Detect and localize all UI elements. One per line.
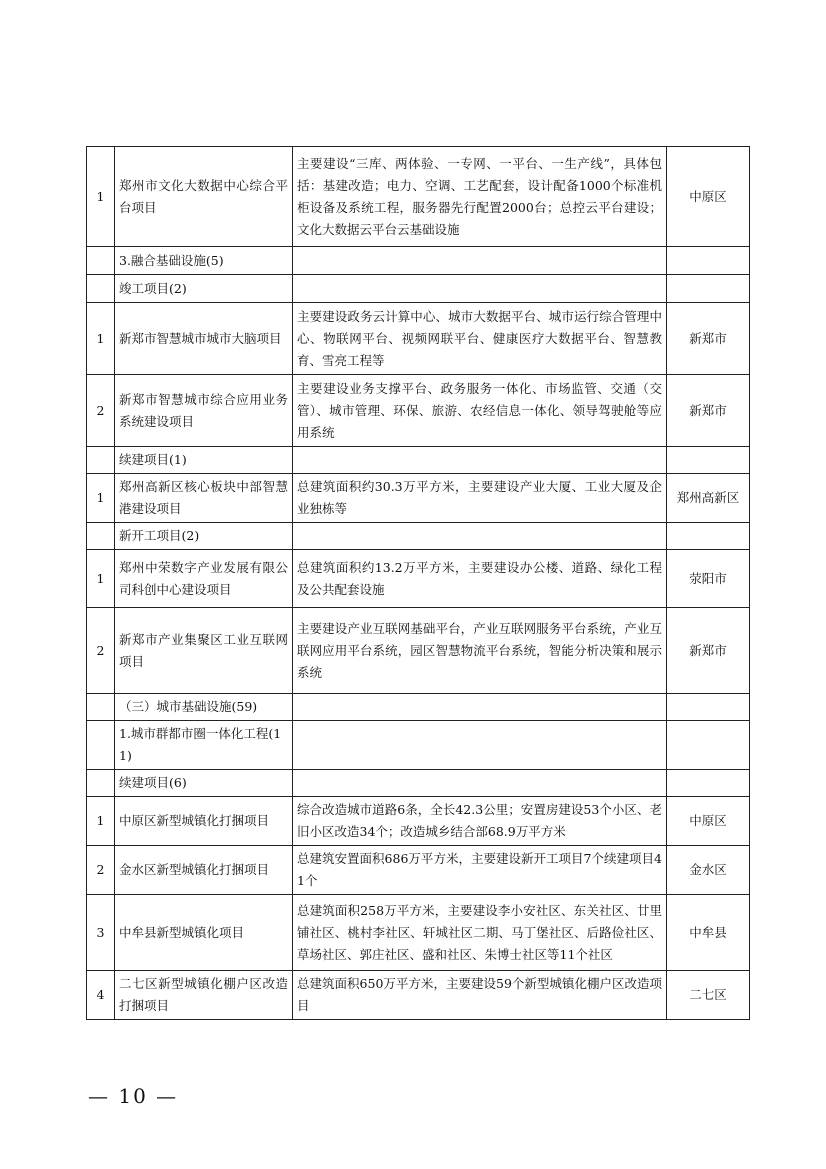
project-name: 中牟县新型城镇化项目 <box>115 895 293 971</box>
project-description: 总建筑面积约30.3万平方米，主要建设产业大厦、工业大厦及企业独栋等 <box>293 474 667 523</box>
section-label: （三）城市基础设施(59) <box>115 694 293 721</box>
row-region-cell <box>667 247 750 275</box>
row-region-cell <box>667 694 750 721</box>
project-name: 新郑市智慧城市城市大脑项目 <box>115 303 293 375</box>
project-description: 总建筑面积约13.2万平方米，主要建设办公楼、道路、绿化工程及公共配套设施 <box>293 550 667 608</box>
section-row <box>87 770 750 797</box>
row-region-cell <box>667 447 750 474</box>
section-label: 续建项目(1) <box>115 447 293 474</box>
project-name: 郑州高新区核心板块中部智慧港建设项目 <box>115 474 293 523</box>
row-description-cell <box>293 447 667 474</box>
project-region: 荥阳市 <box>667 550 750 608</box>
section-label: 1.城市群都市圈一体化工程(11) <box>115 721 293 770</box>
project-row <box>87 895 750 971</box>
row-description-cell <box>293 247 667 275</box>
section-row <box>87 247 750 275</box>
section-row <box>87 447 750 474</box>
project-description: 主要建设产业互联网基础平台，产业互联网服务平台系统，产业互联网应用平台系统，园区智慧物流平台系统，智能分析决策和展示系统 <box>293 608 667 694</box>
row-description-cell <box>293 694 667 721</box>
row-number: 3 <box>87 895 115 971</box>
project-region: 新郑市 <box>667 303 750 375</box>
project-description: 总建筑安置面积686万平方米，主要建设新开工项目7个续建项目41个 <box>293 846 667 895</box>
project-row <box>87 971 750 1020</box>
project-region: 新郑市 <box>667 375 750 447</box>
section-row <box>87 523 750 550</box>
row-region-cell <box>667 523 750 550</box>
project-region: 中原区 <box>667 797 750 846</box>
section-row <box>87 694 750 721</box>
project-description: 主要建设业务支撑平台、政务服务一体化、市场监管、交通（交管）、城市管理、环保、旅游、农经信息一体化、领导驾驶舱等应用系统 <box>293 375 667 447</box>
row-region-cell <box>667 770 750 797</box>
section-label: 竣工项目(2) <box>115 275 293 303</box>
project-description: 总建筑面积258万平方米，主要建设李小安社区、东关社区、廿里铺社区、桃村李社区、轩城社区二期、马丁堡社区、后路俭社区、草场社区、郭庄社区、盛和社区、朱博士社区等11个社区 <box>293 895 667 971</box>
project-description: 主要建设政务云计算中心、城市大数据平台、城市运行综合管理中心、物联网平台、视频网联平台、健康医疗大数据平台、智慧教育、雪亮工程等 <box>293 303 667 375</box>
project-description: 主要建设“三库、两体验、一专网、一平台、一生产线”，具体包括：基建改造；电力、空调、工艺配套，设计配备1000个标准机柜设备及系统工程，服务器先行配置2000台；总控云平台建设；文化大数据云平台云基础设施 <box>293 147 667 247</box>
project-row <box>87 797 750 846</box>
row-number: 2 <box>87 846 115 895</box>
row-number-cell <box>87 721 115 770</box>
project-table <box>86 146 750 1020</box>
row-number: 1 <box>87 474 115 523</box>
project-row <box>87 375 750 447</box>
row-number-cell <box>87 523 115 550</box>
row-number: 1 <box>87 797 115 846</box>
row-number: 2 <box>87 375 115 447</box>
section-label: 3.融合基础设施(5) <box>115 247 293 275</box>
project-region: 新郑市 <box>667 608 750 694</box>
row-number-cell <box>87 694 115 721</box>
row-region-cell <box>667 275 750 303</box>
row-number: 1 <box>87 550 115 608</box>
section-row <box>87 275 750 303</box>
project-region: 中原区 <box>667 147 750 247</box>
project-row <box>87 147 750 247</box>
row-number: 1 <box>87 147 115 247</box>
project-region: 郑州高新区 <box>667 474 750 523</box>
row-number: 4 <box>87 971 115 1020</box>
row-number-cell <box>87 770 115 797</box>
project-name: 郑州中荣数字产业发展有限公司科创中心建设项目 <box>115 550 293 608</box>
project-description: 总建筑面积650万平方米，主要建设59个新型城镇化棚户区改造项目 <box>293 971 667 1020</box>
row-description-cell <box>293 523 667 550</box>
section-label: 新开工项目(2) <box>115 523 293 550</box>
project-row <box>87 303 750 375</box>
project-region: 二七区 <box>667 971 750 1020</box>
row-number: 1 <box>87 303 115 375</box>
project-row <box>87 550 750 608</box>
project-region: 金水区 <box>667 846 750 895</box>
project-name: 郑州市文化大数据中心综合平台项目 <box>115 147 293 247</box>
project-description: 综合改造城市道路6条，全长42.3公里；安置房建设53个小区、老旧小区改造34个；改造城乡结合部68.9万平方米 <box>293 797 667 846</box>
project-name: 中原区新型城镇化打捆项目 <box>115 797 293 846</box>
row-number-cell <box>87 247 115 275</box>
row-number: 2 <box>87 608 115 694</box>
project-name: 新郑市智慧城市综合应用业务系统建设项目 <box>115 375 293 447</box>
project-row <box>87 846 750 895</box>
section-label: 续建项目(6) <box>115 770 293 797</box>
project-row <box>87 474 750 523</box>
row-number-cell <box>87 275 115 303</box>
project-name: 金水区新型城镇化打捆项目 <box>115 846 293 895</box>
page-number: — 10 — <box>88 1084 179 1108</box>
project-name: 二七区新型城镇化棚户区改造打捆项目 <box>115 971 293 1020</box>
project-table-body <box>87 147 750 1020</box>
row-description-cell <box>293 770 667 797</box>
project-name: 新郑市产业集聚区工业互联网项目 <box>115 608 293 694</box>
row-description-cell <box>293 721 667 770</box>
row-region-cell <box>667 721 750 770</box>
project-row <box>87 608 750 694</box>
section-row <box>87 721 750 770</box>
row-description-cell <box>293 275 667 303</box>
row-number-cell <box>87 447 115 474</box>
project-region: 中牟县 <box>667 895 750 971</box>
